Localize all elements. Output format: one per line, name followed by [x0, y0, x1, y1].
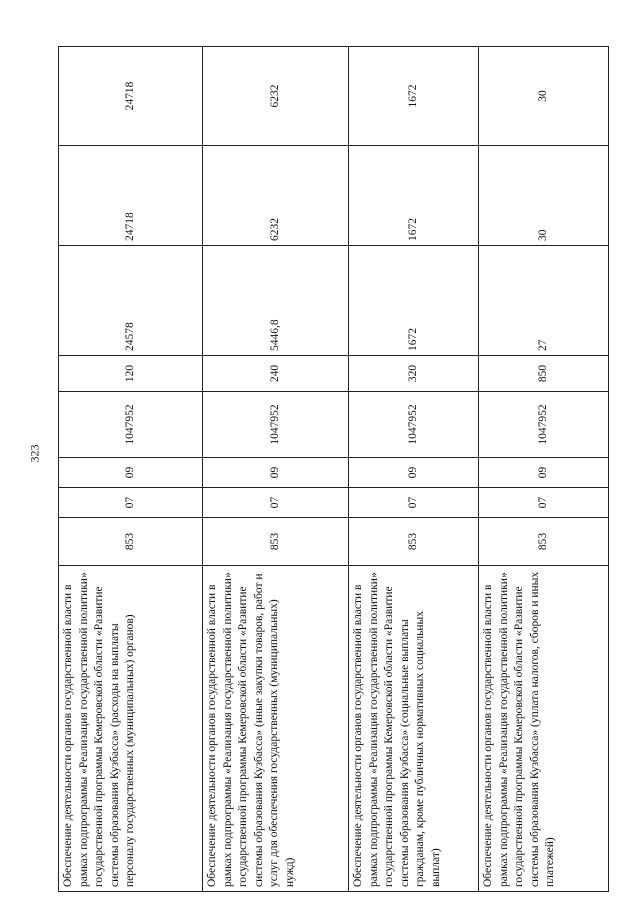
table-row — [349, 47, 479, 892]
page-number: 323 — [27, 444, 42, 463]
code-subsection: 09 — [59, 458, 203, 488]
amount-year-3: 1672 — [349, 47, 479, 146]
amount-year-2: 30 — [479, 146, 609, 246]
row-description: Обеспечение деятельности органов государственной власти в рамках подпрограммы «Реализация государственной политики» государственной программы Кемеровской области «Развитие системы образования Кузбасса» (иные закупки товаров, работ и услуг для обеспечения государственных (муниципальных) нужд) — [203, 566, 349, 892]
code-ministry: 853 — [349, 518, 479, 566]
amount-year-1: 27 — [479, 246, 609, 356]
code-expense-type: 850 — [479, 356, 609, 392]
amount-year-1: 1672 — [349, 246, 479, 356]
code-target: 1047952 — [479, 392, 609, 458]
rotated-page-content — [58, 47, 608, 892]
code-expense-type: 240 — [203, 356, 349, 392]
code-section: 07 — [203, 488, 349, 518]
code-section: 07 — [479, 488, 609, 518]
amount-year-3: 6232 — [203, 47, 349, 146]
code-section: 07 — [349, 488, 479, 518]
code-target: 1047952 — [59, 392, 203, 458]
amount-year-2: 6232 — [203, 146, 349, 246]
code-target: 1047952 — [349, 392, 479, 458]
code-subsection: 09 — [349, 458, 479, 488]
code-target: 1047952 — [203, 392, 349, 458]
code-section: 07 — [59, 488, 203, 518]
table-row — [59, 47, 203, 892]
row-description: Обеспечение деятельности органов государственной власти в рамках подпрограммы «Реализация государственной политики» государственной программы Кемеровской области «Развитие системы образования Кузбасса» (расходы на выплаты персоналу государственных (муниципальных) органов) — [59, 566, 203, 892]
amount-year-3: 30 — [479, 47, 609, 146]
row-description: Обеспечение деятельности органов государственной власти в рамках подпрограммы «Реализация государственной политики» государственной программы Кемеровской области «Развитие системы образования Кузбасса» (уплата налогов, сборов и иных платежей) — [479, 566, 609, 892]
row-description: Обеспечение деятельности органов государственной власти в рамках подпрограммы «Реализация государственной политики» государственной программы Кемеровской области «Развитие системы образования Кузбасса» (социальные выплаты гражданам, кроме публичных нормативных социальных выплат) — [349, 566, 479, 892]
code-ministry: 853 — [479, 518, 609, 566]
code-expense-type: 320 — [349, 356, 479, 392]
amount-year-1: 5446,8 — [203, 246, 349, 356]
table-row — [479, 47, 609, 892]
amount-year-2: 1672 — [349, 146, 479, 246]
code-subsection: 09 — [203, 458, 349, 488]
code-ministry: 853 — [203, 518, 349, 566]
budget-table — [58, 46, 609, 892]
code-subsection: 09 — [479, 458, 609, 488]
table-row — [203, 47, 349, 892]
code-expense-type: 120 — [59, 356, 203, 392]
code-ministry: 853 — [59, 518, 203, 566]
amount-year-3: 24718 — [59, 47, 203, 146]
amount-year-2: 24718 — [59, 146, 203, 246]
amount-year-1: 24578 — [59, 246, 203, 356]
